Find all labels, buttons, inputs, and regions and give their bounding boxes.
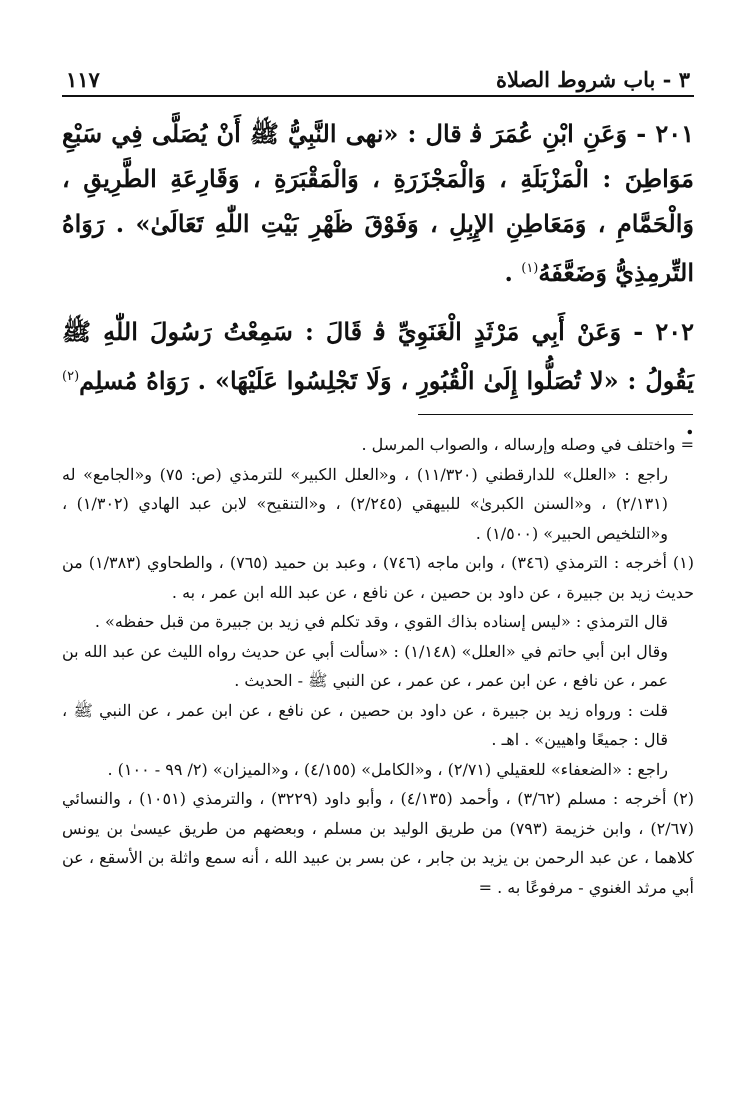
footnote-continuation: = واختلف في وصله وإرساله ، والصواب المرسل .: [361, 435, 694, 454]
footnote-divider: [418, 414, 693, 415]
footnotes: [62, 430, 694, 902]
footnote-references: راجع : «العلل» للدارقطني (١١/٣٢٠) ، و«العلل الكبير» للترمذي (ص: ٧٥) و«الجامع» له (٢/١٣١) ، و«السنن الكبرىٰ» للبيهقي (٢/٢٤٥) ، و«التنقيح» لابن عبد الهادي (١/٣٠٢) ، و«التلخيص الحبير» (١/٥٠٠) .: [62, 464, 669, 543]
footnote-1-abi-hatim: وقال ابن أبي حاتم في «العلل» (١/١٤٨) : «سألت أبي عن حديث رواه الليث عن عبد الله بن عمر ، عن نافع ، عن ابن عمر ، عن عمر ، عن النبي ﷺ - الحديث .: [62, 641, 669, 690]
hadith-201: ٢٠١ - وَعَنِ ابْنِ عُمَرَ ﭬ قال : «نهى النَّبِيُّ ﷺ أَنْ يُصَلَّى فِي سَبْعِ مَوَاطِنَ : الْمَزْبَلَةِ ، وَالْمَجْزَرَةِ ، وَالْمَقْبَرَةِ ، وَقَارِعَةِ الطَّرِيقِ ، وَالْحَمَّامِ ، وَمَعَاطِنِ الإِبِلِ ، وَفَوْقَ ظَهْرِ بَيْتِ اللّٰهِ تَعَالَىٰ» . رَوَاهُ التِّرمِذِيُّ وَضَعَّفَهُ$^{(١)}$ .: [62, 119, 694, 287]
hadith-202: ٢٠٢ - وَعَنْ أَبِي مَرْثَدٍ الْغَنَوِيِّ ﭬ قَالَ : سَمِعْتُ رَسُولَ اللّٰهِ ﷺ يَقُولُ : «لا تُصَلُّوا إِلَىٰ الْقُبُورِ ، وَلَا تَجْلِسُوا عَلَيْهَا» . رَوَاهُ مُسلِم$^{(٢)}$ .: [62, 317, 694, 440]
hadith-text: ٢٠١ - وَعَنِ ابْنِ عُمَرَ ﭬ قال : «نهى النَّبِيُّ ﷺ أَنْ يُصَلَّى فِي سَبْعِ مَوَاطِنَ : الْمَزْبَلَةِ ، وَالْمَجْزَرَةِ ، وَالْمَقْبَرَةِ ، وَقَارِعَةِ الطَّرِيقِ ، وَالْحَمَّامِ ، وَمَعَاطِنِ الإِبِلِ ، وَفَوْقَ ظَهْرِ بَيْتِ اللّٰهِ تَعَالَىٰ» . رَوَاهُ التِّرمِذِيُّ وَضَعَّفَهُ: [62, 119, 694, 287]
footnote-ref: (١): [521, 261, 539, 276]
page-header: [62, 58, 694, 97]
footnote-2: (٢) أخرجه : مسلم (٣/٦٢) ، وأحمد (٤/١٣٥) ، وأبو داود (٣٢٢٩) ، والترمذي (١٠٥١) ، والنسائي (٢/٦٧) ، وابن خزيمة (٧٩٣) من طريق الوليد بن مسلم ، وبعضهم من طريق عيسىٰ بن يونس كلاهما ، عن عبد الرحمن بن يزيد بن جابر ، عن بسر بن عبيد الله ، أنه سمع واثلة بن الأسقع ، عن أبي مرثد الغنوي - مرفوعًا به . =: [62, 789, 695, 897]
footnote-1-references: راجع : «الضعفاء» للعقيلي (٢/٧١) ، و«الكامل» (٤/١٥٥) ، و«الميزان» (٢/ ٩٩ - ١٠٠) .: [107, 759, 668, 779]
footnote-1-qultu: قلت : ورواه زيد بن جبيرة ، عن داود بن حصين ، عن نافع ، عن ابن عمر ، عن النبي ﷺ ، قال : جميعًا واهيين» . اهـ .: [62, 700, 668, 749]
footnote-1: (١) أخرجه : الترمذي (٣٤٦) ، وابن ماجه (٧٤٦) ، وعبد بن حميد (٧٦٥) ، والطحاوي (١/٣٨٣) من حديث زيد بن جبيرة ، عن داود بن حصين ، عن نافع ، عن عبد الله ابن عمر ، به .: [62, 553, 695, 602]
footnote-1-tirmidhi: قال الترمذي : «ليس إسناده بذاك القوي ، وقد تكلم في زيد بن جبيرة من قبل حفظه» .: [94, 612, 668, 631]
chapter-title: ٣ - باب شروط الصلاة: [496, 67, 690, 92]
footnote-ref: (٢): [62, 369, 80, 384]
hadith-text: ٢٠٢ - وَعَنْ أَبِي مَرْثَدٍ الْغَنَوِيِّ ﭬ قَالَ : سَمِعْتُ رَسُولَ اللّٰهِ ﷺ يَقُولُ : «لا تُصَلُّوا إِلَىٰ الْقُبُورِ ، وَلَا تَجْلِسُوا عَلَيْهَا» . رَوَاهُ مُسلِم: [62, 317, 694, 395]
page-number: ١١٧: [66, 67, 100, 92]
book-page: [62, 58, 694, 448]
